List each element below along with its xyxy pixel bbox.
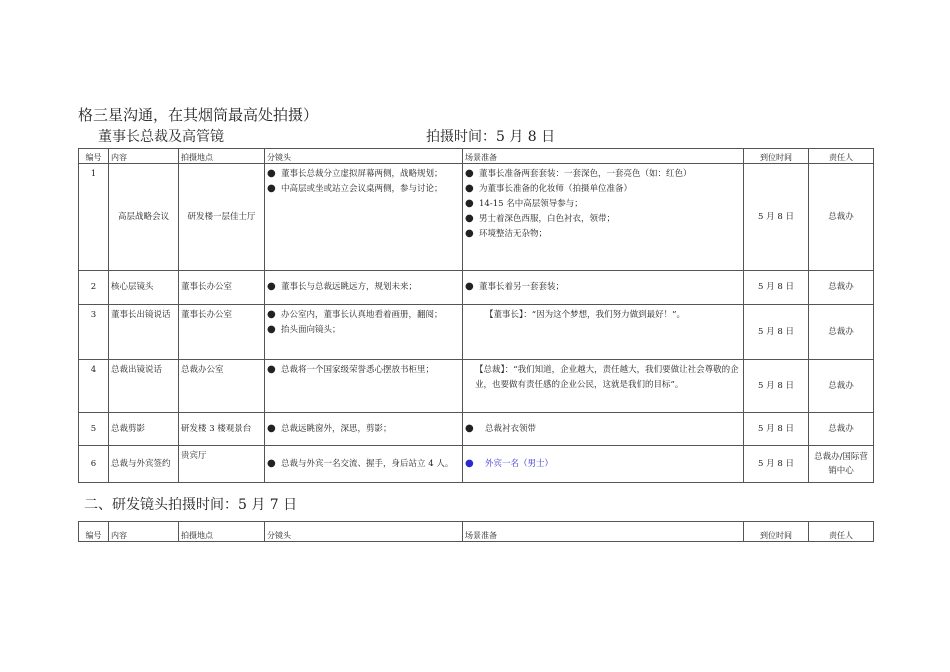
bullet-icon: ● bbox=[465, 183, 474, 194]
bullet-icon: ● bbox=[267, 364, 276, 375]
list-item: ● 外宾一名（男士） bbox=[465, 457, 554, 469]
list-item: ● 董事长着另一套套装； bbox=[465, 281, 565, 292]
row-scene: 【总裁】：“我们知道，企业越大，责任越大，我们要做让社会尊敬的企业，也要做有责任感的企业公民，这就是我们的目标”。 bbox=[463, 360, 744, 413]
row-shots bbox=[265, 360, 463, 413]
row-owner: 总裁办/国际营销中心 bbox=[809, 446, 874, 483]
bullet-icon: ● bbox=[465, 213, 474, 224]
list-item: ● 董事长总裁分立虚拟屏幕两侧，战略规划； bbox=[267, 168, 443, 179]
header-owner: 责任人 bbox=[809, 522, 874, 542]
row-content: 总裁出镜说话 bbox=[109, 360, 179, 413]
row-scene bbox=[463, 446, 744, 483]
row-time: 5 月 8 日 bbox=[744, 305, 809, 360]
header-content: 内容 bbox=[109, 149, 179, 164]
bullet-icon: ● bbox=[465, 168, 474, 179]
row-no: 4 bbox=[79, 360, 109, 413]
row-shots bbox=[265, 271, 463, 305]
bullet-icon: ● bbox=[267, 281, 276, 292]
row-shots bbox=[265, 164, 463, 271]
header-scene: 场景准备 bbox=[463, 149, 744, 164]
list-item: ● 男士着深色西服，白色衬衣，领带； bbox=[465, 213, 616, 224]
bullet-icon: ● bbox=[465, 281, 474, 292]
header-location: 拍摄地点 bbox=[179, 522, 265, 542]
section1-time: 拍摄时间：5 月 8 日 bbox=[426, 129, 556, 145]
table-row bbox=[79, 360, 874, 413]
row-content: 总裁剪影 bbox=[109, 413, 179, 446]
row-time: 5 月 8 日 bbox=[744, 164, 809, 271]
section2-title: 二、研发镜头拍摄时间：5 月 7 日 bbox=[84, 497, 298, 513]
row-location: 董事长办公室 bbox=[179, 271, 265, 305]
row-no: 2 bbox=[79, 271, 109, 305]
list-item: ● 环境整洁无杂物； bbox=[465, 228, 548, 239]
list-item: ● 14-15 名中高层领导参与； bbox=[465, 198, 583, 209]
row-owner: 总裁办 bbox=[809, 360, 874, 413]
row-owner: 总裁办 bbox=[809, 305, 874, 360]
header-scene: 场景准备 bbox=[463, 522, 744, 542]
row-scene: 【董事长】：“因为这个梦想，我们努力做到最好！”。 bbox=[463, 305, 744, 360]
list-item: ● 总裁远眺窗外，深思，剪影； bbox=[267, 422, 392, 434]
bullet-icon: ● bbox=[267, 309, 276, 320]
list-item: ● 为董事长准备的化妆师（拍摄单位准备） bbox=[465, 183, 633, 194]
shot-table-2 bbox=[78, 521, 874, 542]
table-row bbox=[79, 446, 874, 483]
row-scene bbox=[463, 413, 744, 446]
row-location: 总裁办公室 bbox=[179, 360, 265, 413]
list-item: ● 中高层或坐或站立会议桌两侧，参与讨论； bbox=[267, 183, 443, 194]
row-owner: 总裁办 bbox=[809, 413, 874, 446]
row-time: 5 月 8 日 bbox=[744, 446, 809, 483]
header-shots: 分镜头 bbox=[265, 522, 463, 542]
bullet-icon: ● bbox=[267, 324, 276, 335]
row-time: 5 月 8 日 bbox=[744, 271, 809, 305]
row-content: 核心层镜头 bbox=[109, 271, 179, 305]
list-item: ● 总裁将一个国家级荣誉悉心摆放书柜里； bbox=[267, 364, 435, 375]
bullet-icon: ● bbox=[465, 422, 474, 434]
header-location: 拍摄地点 bbox=[179, 149, 265, 164]
row-no: 3 bbox=[79, 305, 109, 360]
row-shots bbox=[265, 446, 463, 483]
list-item: ● 抬头面向镜头； bbox=[267, 324, 341, 335]
table-row bbox=[79, 413, 874, 446]
row-location: 研发楼 3 楼观景台 bbox=[179, 413, 265, 446]
row-no: 6 bbox=[79, 446, 109, 483]
row-location: 贵宾厅 bbox=[179, 446, 265, 483]
list-item: ● 办公室内，董事长认真地看着画册，翻阅； bbox=[267, 309, 443, 320]
row-shots bbox=[265, 413, 463, 446]
header-no: 编号 bbox=[79, 522, 109, 542]
list-item: ● 董事长准备两套套装：一套深色，一套亮色（如：红色） bbox=[465, 168, 692, 179]
bullet-icon: ● bbox=[267, 422, 276, 434]
row-time: 5 月 8 日 bbox=[744, 360, 809, 413]
list-item: ● 董事长与总裁远眺远方，规划未来； bbox=[267, 281, 418, 292]
section1-title: 董事长总裁及高管镜 bbox=[98, 129, 224, 145]
row-location: 研发楼一层佳士厅 bbox=[179, 164, 265, 271]
row-content: 总裁与外宾签约 bbox=[109, 446, 179, 483]
bullet-icon: ● bbox=[267, 168, 276, 179]
header-time: 到位时间 bbox=[744, 522, 809, 542]
list-item: ● 总裁衬衣领带 bbox=[465, 422, 537, 434]
bullet-icon: ● bbox=[465, 198, 474, 209]
row-content: 高层战略会议 bbox=[109, 164, 179, 271]
table-row bbox=[79, 271, 874, 305]
table-row bbox=[79, 164, 874, 271]
row-scene bbox=[463, 164, 744, 271]
table-row bbox=[79, 305, 874, 360]
bullet-icon: ● bbox=[465, 457, 474, 469]
header-owner: 责任人 bbox=[809, 149, 874, 164]
bullet-icon: ● bbox=[267, 457, 276, 469]
shot-table-1 bbox=[78, 148, 874, 483]
row-no: 1 bbox=[79, 164, 109, 271]
section1-heading bbox=[98, 126, 556, 145]
row-no: 5 bbox=[79, 413, 109, 446]
table-header-row bbox=[79, 522, 874, 542]
header-shots: 分镜头 bbox=[265, 149, 463, 164]
header-content: 内容 bbox=[109, 522, 179, 542]
row-owner: 总裁办 bbox=[809, 271, 874, 305]
table-header-row bbox=[79, 149, 874, 164]
row-owner: 总裁办 bbox=[809, 164, 874, 271]
header-time: 到位时间 bbox=[744, 149, 809, 164]
row-content: 董事长出镜说话 bbox=[109, 305, 179, 360]
list-item: ● 总裁与外宾一名交流、握手，身后站立 4 人。 bbox=[267, 457, 454, 469]
row-shots bbox=[265, 305, 463, 360]
bullet-icon: ● bbox=[465, 228, 474, 239]
header-no: 编号 bbox=[79, 149, 109, 164]
bullet-icon: ● bbox=[267, 183, 276, 194]
row-location: 董事长办公室 bbox=[179, 305, 265, 360]
row-scene bbox=[463, 271, 744, 305]
intro-text: 格三星沟通，在其烟筒最高处拍摄） bbox=[78, 106, 319, 124]
row-time: 5 月 8 日 bbox=[744, 413, 809, 446]
